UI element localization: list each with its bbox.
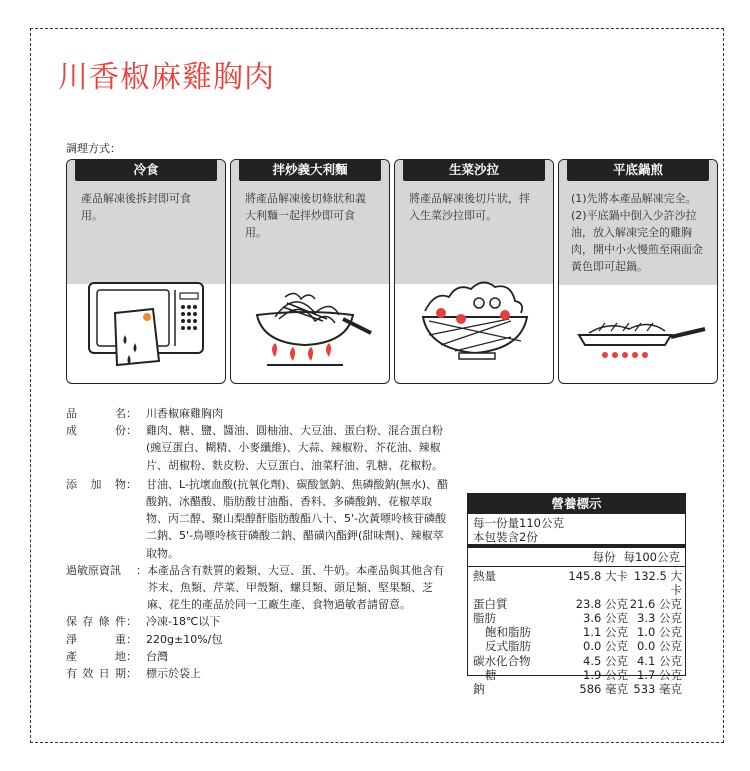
info-row-origin: 產 地 ： 台灣	[66, 648, 450, 665]
serving-info	[468, 514, 685, 548]
info-value: 川香椒麻雞胸肉	[146, 407, 223, 420]
serving-size: 每一份量110公克	[473, 516, 564, 530]
method-text: (1)先將本產品解凍完全。 (2)平底鍋中倒入少許沙拉油，放入解凍完全的雞胸肉，開中小火慢煎至兩面金黃色即可起鍋。	[559, 160, 717, 285]
info-key: 保 存 條 件	[66, 615, 126, 629]
info-value: 甘油、L-抗壞血酸(抗氧化劑)、碳酸氫鈉、焦磷酸鈉(無水)、醋酸鈉、冰醋酸、脂肪酸甘油酯、香料、多磷酸鈉、花椒萃取物、丙二醇、聚山梨醇酐脂肪酸酯八十、5'-次黃嘌呤核苷磷酸二鈉、5'-鳥嘌呤核苷磷酸二鈉、醋磺內酯鉀(甜味劑)、辣椒萃取物。	[146, 477, 449, 560]
method-text: 將產品解凍後切片狀，拌入生菜沙拉即可。	[395, 160, 553, 284]
info-row-additives: 添 加 物 ： 甘油、L-抗壞血酸(抗氧化劑)、碳酸氫鈉、焦磷酸鈉(無水)、醋酸鈉、冰醋酸、脂肪酸甘油酯、香料、多磷酸鈉、花椒萃取物、丙二醇、聚山梨醇酐脂肪酸酯八十、5'-次黃嘌呤核苷磷酸二鈉、5'-鳥嘌呤核苷磷酸二鈉、醋磺內酯鉀(甜味劑)、辣椒萃取物。	[66, 476, 450, 562]
info-key: 添 加 物	[66, 477, 126, 491]
info-row-ingredients: 成 份 ： 雞肉、糖、鹽、醬油、圓柚油、大豆油、蛋白粉、混合蛋白粉(豌豆蛋白、糊精、小麥纖維)、大蒜、辣椒粉、芥花油、辣椒片、胡椒粉、麩皮粉、大豆蛋白、油菜籽油、乳糖、花椒粉。	[66, 422, 450, 474]
col-per-100g: 每100公克	[623, 550, 680, 564]
table-row: 蛋白質 23.8 公克 21.6 公克	[473, 597, 682, 612]
servings-per-pack: 本包裝含2份	[473, 530, 538, 544]
product-info	[66, 405, 450, 682]
method-card-pan-fry	[558, 159, 718, 384]
info-key: 有 效 日 期	[66, 667, 126, 681]
table-row: 熱量 145.8 大卡 132.5 大卡	[473, 569, 682, 598]
table-row: 反式脂肪 0.0 公克 0.0 公克	[485, 639, 682, 654]
product-title: 川香椒麻雞胸肉	[58, 60, 275, 95]
info-key: 成 份	[66, 424, 126, 438]
info-value: 220g±10%/包	[146, 632, 223, 646]
method-title: 平底鍋煎	[567, 159, 709, 181]
method-text: 將產品解凍後切條狀和義大利麵一起拌炒即可食用。	[231, 160, 389, 284]
method-text: 產品解凍後拆封即可食用。	[67, 160, 225, 284]
info-value: 台灣	[146, 649, 168, 663]
nutrition-column-headers	[468, 548, 685, 567]
col-per-serving: 每份	[592, 550, 616, 564]
info-key: 過敏原資訊	[66, 563, 121, 577]
cooking-method-label: 調理方式：	[66, 142, 121, 155]
info-row-storage: 保 存 條 件 ： 冷凍-18℃以下	[66, 613, 450, 630]
frying-pan-icon	[559, 273, 717, 383]
info-key: 品 名	[66, 407, 126, 420]
table-row: 脂肪 3.6 公克 3.3 公克	[473, 611, 682, 626]
info-value: 冷凍-18℃以下	[146, 615, 221, 629]
info-value: 雞肉、糖、鹽、醬油、圓柚油、大豆油、蛋白粉、混合蛋白粉(豌豆蛋白、糊精、小麥纖維)、大蒜、辣椒粉、芥花油、辣椒片、胡椒粉、麩皮粉、大豆蛋白、油菜籽油、乳糖、花椒粉。	[146, 424, 443, 472]
method-card-stir-fry-pasta	[230, 159, 390, 384]
method-card-cold	[66, 159, 226, 384]
info-key: 淨 重	[66, 632, 126, 646]
info-key: 產 地	[66, 649, 126, 663]
table-row: 鈉 586 毫克 533 毫克	[473, 681, 682, 696]
info-row-allergen: 過敏原資訊 ： 本產品含有麩質的穀類、大豆、蛋、牛奶。本產品與其他含有芥末、魚類、芹菜、甲殼類、螺貝類、頭足類、堅果類、芝麻、花生的產品於同一工廠生產、食物過敏者請留意。	[66, 562, 450, 614]
info-value: 標示於袋上	[146, 667, 201, 681]
nutrition-title: 營養標示	[468, 494, 685, 514]
info-row-expiry: 有 效 日 期 ： 標示於袋上	[66, 665, 450, 682]
nutrition-rows	[468, 567, 685, 696]
wok-icon	[231, 273, 389, 383]
method-title: 冷食	[75, 159, 217, 181]
nutrition-facts-table	[467, 493, 686, 696]
info-value: 本產品含有麩質的穀類、大豆、蛋、牛奶。本產品與其他含有芥末、魚類、芹菜、甲殼類、螺貝類、頭足類、堅果類、芝麻、花生的產品於同一工廠生產、食物過敏者請留意。	[147, 563, 444, 612]
info-row-name: 品 名 ： 川香椒麻雞胸肉	[66, 405, 450, 422]
table-row: 碳水化合物 4.5 公克 4.1 公克	[473, 653, 682, 668]
method-card-salad	[394, 159, 554, 384]
method-title: 生菜沙拉	[403, 159, 545, 181]
table-row: 糖 1.9 公克 1.7 公克	[485, 667, 682, 682]
microwave-icon	[67, 273, 225, 383]
salad-bowl-icon	[395, 273, 553, 383]
info-row-net-weight: 淨 重 ： 220g±10%/包	[66, 631, 450, 648]
method-title: 拌炒義大利麵	[239, 159, 381, 181]
table-row: 飽和脂肪 1.1 公克 1.0 公克	[485, 625, 682, 640]
